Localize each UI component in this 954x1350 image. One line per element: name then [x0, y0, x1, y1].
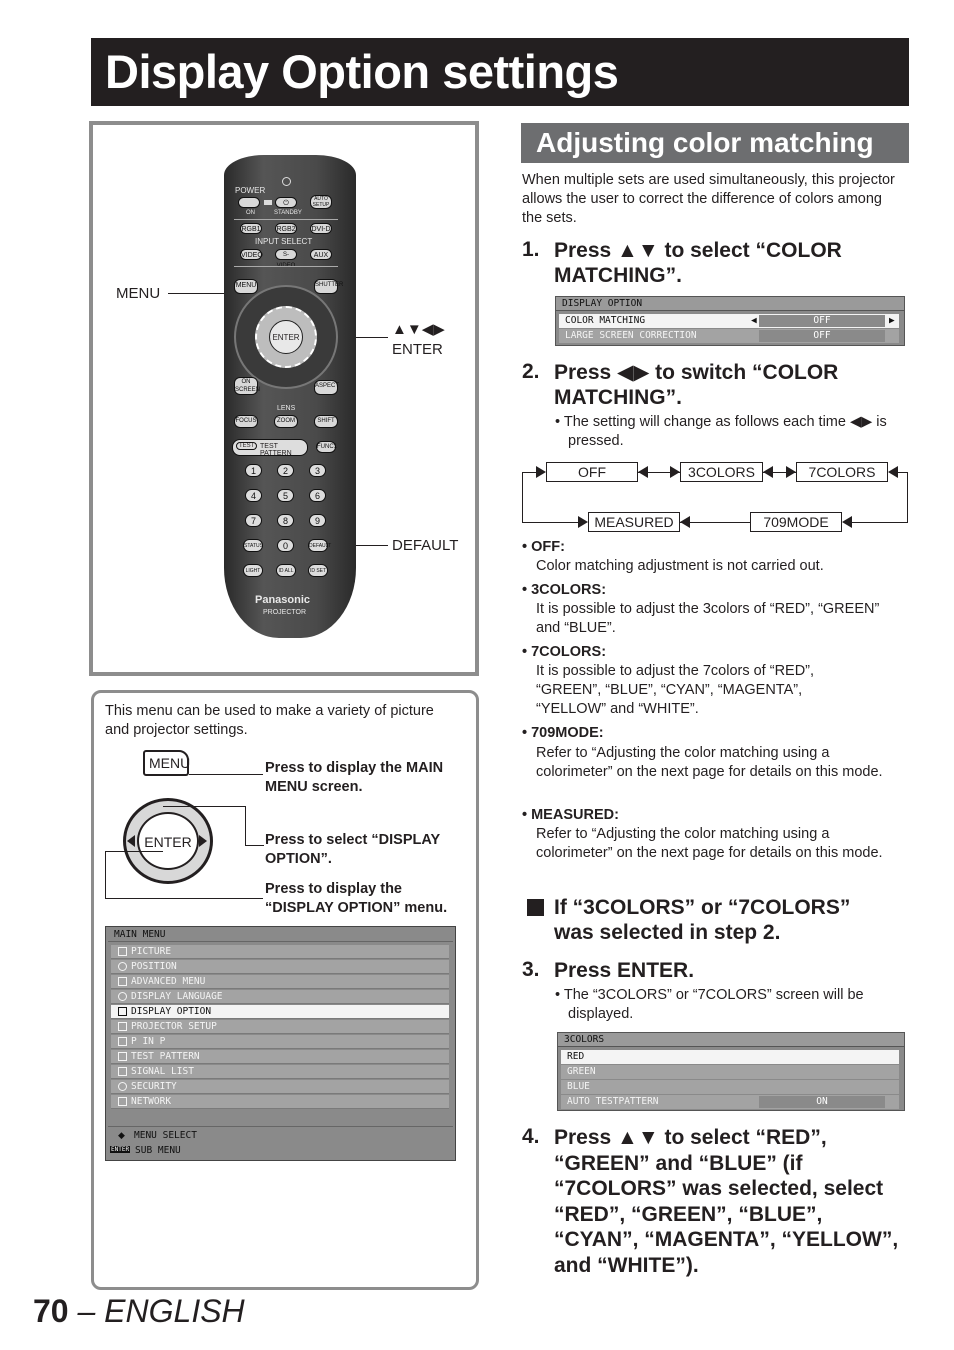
default-callout-label: DEFAULT — [392, 537, 459, 554]
flow-3colors: 3COLORS — [680, 462, 763, 482]
zoom-button[interactable]: ZOOM — [274, 415, 298, 428]
globe-icon — [118, 992, 127, 1001]
dvid-button[interactable]: DVI-D — [310, 223, 332, 234]
test-pattern-icon — [118, 1052, 127, 1061]
arrows-callout-label: ▲▼◀▶ — [392, 321, 445, 338]
advanced-menu-icon — [118, 977, 127, 986]
title-bar — [91, 38, 909, 106]
main-menu-item-network[interactable]: NETWORK — [111, 1095, 449, 1109]
func1-button[interactable]: FUNC1 — [316, 441, 336, 453]
flow-off: OFF — [546, 462, 638, 482]
num-5-button[interactable]: 5 — [277, 489, 294, 502]
status-button[interactable]: STATUS — [243, 539, 263, 552]
step-2-number: 2. — [522, 360, 540, 383]
osd2-row-blue[interactable]: BLUE — [561, 1080, 899, 1094]
step-1-text: Press ▲▼ to select “COLOR MATCHING”. — [554, 239, 842, 287]
key-icon — [118, 1082, 127, 1091]
wrench-icon — [118, 1022, 127, 1031]
shutter-button[interactable]: SHUTTER — [314, 279, 338, 294]
input-select-label: INPUT SELECT — [255, 237, 313, 246]
power-led-icon — [282, 177, 291, 186]
sub-menu-hint: SUB MENU — [135, 1145, 181, 1156]
select-bracket-line — [163, 806, 246, 846]
flow-7colors: 7COLORS — [796, 462, 888, 482]
id-all-button[interactable]: ID ALL — [276, 564, 296, 577]
large-screen-value: OFF — [759, 330, 885, 342]
num-1-button[interactable]: 1 — [245, 464, 262, 477]
auto-testpattern-value: ON — [759, 1096, 885, 1108]
def-measured-term: • MEASURED: — [522, 807, 619, 823]
step-4-text: Press ▲▼ to select “RED”, “GREEN” and “BLUE” (if “7COLORS” was selected, select “RED”, “GREEN”, “BLUE”, “CYAN”, “MAGENTA”, “YELLOW”, and “WHITE”). — [554, 1126, 899, 1277]
num-0-button[interactable]: 0 — [277, 539, 294, 552]
shift-button[interactable]: SHIFT — [314, 415, 338, 428]
section-heading-bar — [521, 123, 909, 163]
menu-button[interactable]: MENU — [234, 279, 258, 294]
subhead-square-icon — [527, 899, 544, 916]
main-menu-item-pinp[interactable]: P IN P — [111, 1035, 449, 1049]
main-menu-item-picture[interactable]: PICTURE — [111, 945, 449, 959]
def-709mode-term: • 709MODE: — [522, 725, 604, 741]
on-button[interactable] — [238, 197, 260, 208]
num-6-button[interactable]: 6 — [309, 489, 326, 502]
display-option-osd — [555, 296, 905, 346]
test-pattern-label: TEST PATTERN — [260, 443, 292, 457]
num-7-button[interactable]: 7 — [245, 514, 262, 527]
right-arrow-icon: ▶ — [889, 315, 895, 326]
step-3-number: 3. — [522, 958, 540, 981]
focus-button[interactable]: FOCUS — [234, 415, 258, 428]
projector-label: PROJECTOR — [263, 609, 307, 616]
auto-testpattern-label: AUTO TESTPATTERN — [567, 1096, 659, 1107]
menu-button-illustration: MENU — [143, 750, 189, 776]
on-screen-button[interactable]: ON SCREEN — [235, 379, 261, 393]
osd1-title: DISPLAY OPTION — [556, 297, 904, 311]
id-set-button[interactable]: ID SET — [308, 564, 328, 577]
enter-key-icon: ENTER — [111, 1146, 130, 1153]
main-menu-item-advanced[interactable]: ADVANCED MENU — [111, 975, 449, 989]
note-select: Press to select “DISPLAY OPTION”. — [265, 832, 440, 867]
enter-pad-center: ENTER — [137, 812, 199, 870]
flow-measured: MEASURED — [588, 512, 680, 532]
note-display: Press to display the “DISPLAY OPTION” menu. — [265, 881, 448, 916]
note-main-menu: Press to display the MAIN MENU screen. — [265, 760, 444, 795]
color-matching-flow — [520, 460, 912, 530]
def-off-desc: Color matching adjustment is not carried out. — [536, 558, 824, 574]
position-icon — [118, 962, 127, 971]
rgb2-button[interactable]: RGB2 — [275, 223, 297, 234]
enter-button[interactable]: ENTER — [269, 320, 303, 354]
3colors-osd — [557, 1032, 905, 1111]
main-menu-item-security[interactable]: SECURITY — [111, 1080, 449, 1094]
left-arrow-icon — [127, 835, 135, 847]
main-menu-item-display-option[interactable]: DISPLAY OPTION — [111, 1005, 449, 1019]
osd2-title: 3COLORS — [558, 1033, 904, 1047]
osd2-row-green[interactable]: GREEN — [561, 1065, 899, 1079]
osd1-row-color-matching[interactable] — [559, 314, 899, 328]
step-3-note: • The “3COLORS” or “7COLORS” screen will be displayed. — [555, 987, 864, 1022]
test-button-label: TEST — [236, 442, 257, 450]
step-2-text: Press ◀▶ to switch “COLOR MATCHING”. — [554, 361, 839, 409]
menu-note-line — [189, 774, 263, 775]
main-menu-screen — [105, 926, 456, 1161]
menu-callout-label: MENU — [116, 285, 161, 302]
osd1-row-large-screen[interactable] — [559, 329, 899, 343]
def-off-term: • OFF: — [522, 539, 565, 555]
step-4-number: 4. — [522, 1125, 540, 1148]
page-title: Display Option settings — [105, 45, 619, 98]
remote-control — [224, 155, 356, 638]
main-menu-item-test-pattern[interactable]: TEST PATTERN — [111, 1050, 449, 1064]
def-measured-desc: Refer to “Adjusting the color matching using a colorimeter” on the next page for details on this mode. — [536, 826, 883, 861]
power-switch-icon — [264, 200, 272, 205]
num-2-button[interactable]: 2 — [277, 464, 294, 477]
menu-info-intro: This menu can be used to make a variety of picture and projector settings. — [105, 703, 434, 738]
step-3-text: Press ENTER. — [554, 959, 695, 982]
main-menu-item-position[interactable]: POSITION — [111, 960, 449, 974]
standby-label: STANDBY — [274, 210, 302, 216]
enter-callout-label: ENTER — [392, 341, 443, 358]
color-matching-value: OFF — [759, 315, 885, 327]
subhead-text: If “3COLORS” or “7COLORS” was selected in step 2. — [554, 896, 851, 944]
num-9-button[interactable]: 9 — [309, 514, 326, 527]
test-pattern-button[interactable] — [232, 439, 308, 456]
osd2-row-auto-testpattern[interactable] — [561, 1095, 899, 1109]
color-matching-label: COLOR MATCHING — [565, 315, 646, 326]
lens-label: LENS — [277, 405, 296, 412]
step-1-number: 1. — [522, 238, 540, 261]
brand-logo: Panasonic — [255, 594, 311, 606]
section-heading: Adjusting color matching — [536, 127, 874, 158]
def-709mode-desc: Refer to “Adjusting the color matching using a colorimeter” on the next page for details on this mode. — [536, 745, 883, 780]
on-label: ON — [246, 210, 255, 216]
main-menu-title: MAIN MENU — [114, 929, 166, 940]
flow-709mode: 709MODE — [750, 512, 842, 532]
section-intro: When multiple sets are used simultaneously, this projector allows the user to correct the difference of colors among the sets. — [522, 172, 895, 226]
num-3-button[interactable]: 3 — [309, 464, 326, 477]
num-4-button[interactable]: 4 — [245, 489, 262, 502]
display-option-icon — [118, 1007, 127, 1016]
list-icon — [118, 1067, 127, 1076]
aspect-button[interactable]: ASPECT — [314, 380, 338, 395]
rgb1-button[interactable]: RGB1 — [240, 223, 262, 234]
main-menu-item-signal-list[interactable]: SIGNAL LIST — [111, 1065, 449, 1079]
def-7colors-term: • 7COLORS: — [522, 644, 607, 660]
svideo-button[interactable]: S- — [275, 249, 297, 260]
page-footer — [33, 1293, 245, 1330]
video-button[interactable]: VIDEO — [240, 249, 262, 260]
light-button[interactable]: LIGHT — [243, 564, 263, 577]
auto-setup-button[interactable]: AUTO SETUP — [310, 195, 332, 209]
main-menu-item-language[interactable]: DISPLAY LANGUAGE — [111, 990, 449, 1004]
page-number: 70 — [33, 1293, 69, 1329]
step-2-note: • The setting will change as follows each time ◀▶ is pressed. — [555, 414, 887, 449]
standby-button[interactable]: ⏻ — [275, 197, 297, 208]
def-3colors-term: • 3COLORS: — [522, 582, 607, 598]
up-down-icon: ◆ — [118, 1130, 125, 1140]
num-8-button[interactable]: 8 — [277, 514, 294, 527]
def-3colors-desc: It is possible to adjust the 3colors of “RED”, “GREEN” and “BLUE”. — [536, 601, 880, 636]
pinp-icon — [118, 1037, 127, 1046]
menu-select-hint: MENU SELECT — [134, 1130, 197, 1141]
network-icon — [118, 1097, 127, 1106]
picture-icon — [118, 947, 127, 956]
def-7colors-desc: It is possible to adjust the 7colors of “RED”, “GREEN”, “BLUE”, “CYAN”, “MAGENTA”, “YELLOW” and “WHITE”. — [536, 663, 815, 717]
osd2-row-red[interactable]: RED — [561, 1050, 899, 1064]
large-screen-label: LARGE SCREEN CORRECTION — [565, 330, 697, 341]
aux-button[interactable]: AUX — [310, 249, 332, 260]
main-menu-item-projector-setup[interactable]: PROJECTOR SETUP — [111, 1020, 449, 1034]
power-label: POWER — [235, 186, 266, 195]
default-button[interactable]: DEFAULT — [308, 539, 328, 552]
display-bracket-line — [105, 851, 163, 899]
left-arrow-icon: ◀ — [751, 315, 757, 326]
footer-language: – ENGLISH — [77, 1293, 245, 1329]
